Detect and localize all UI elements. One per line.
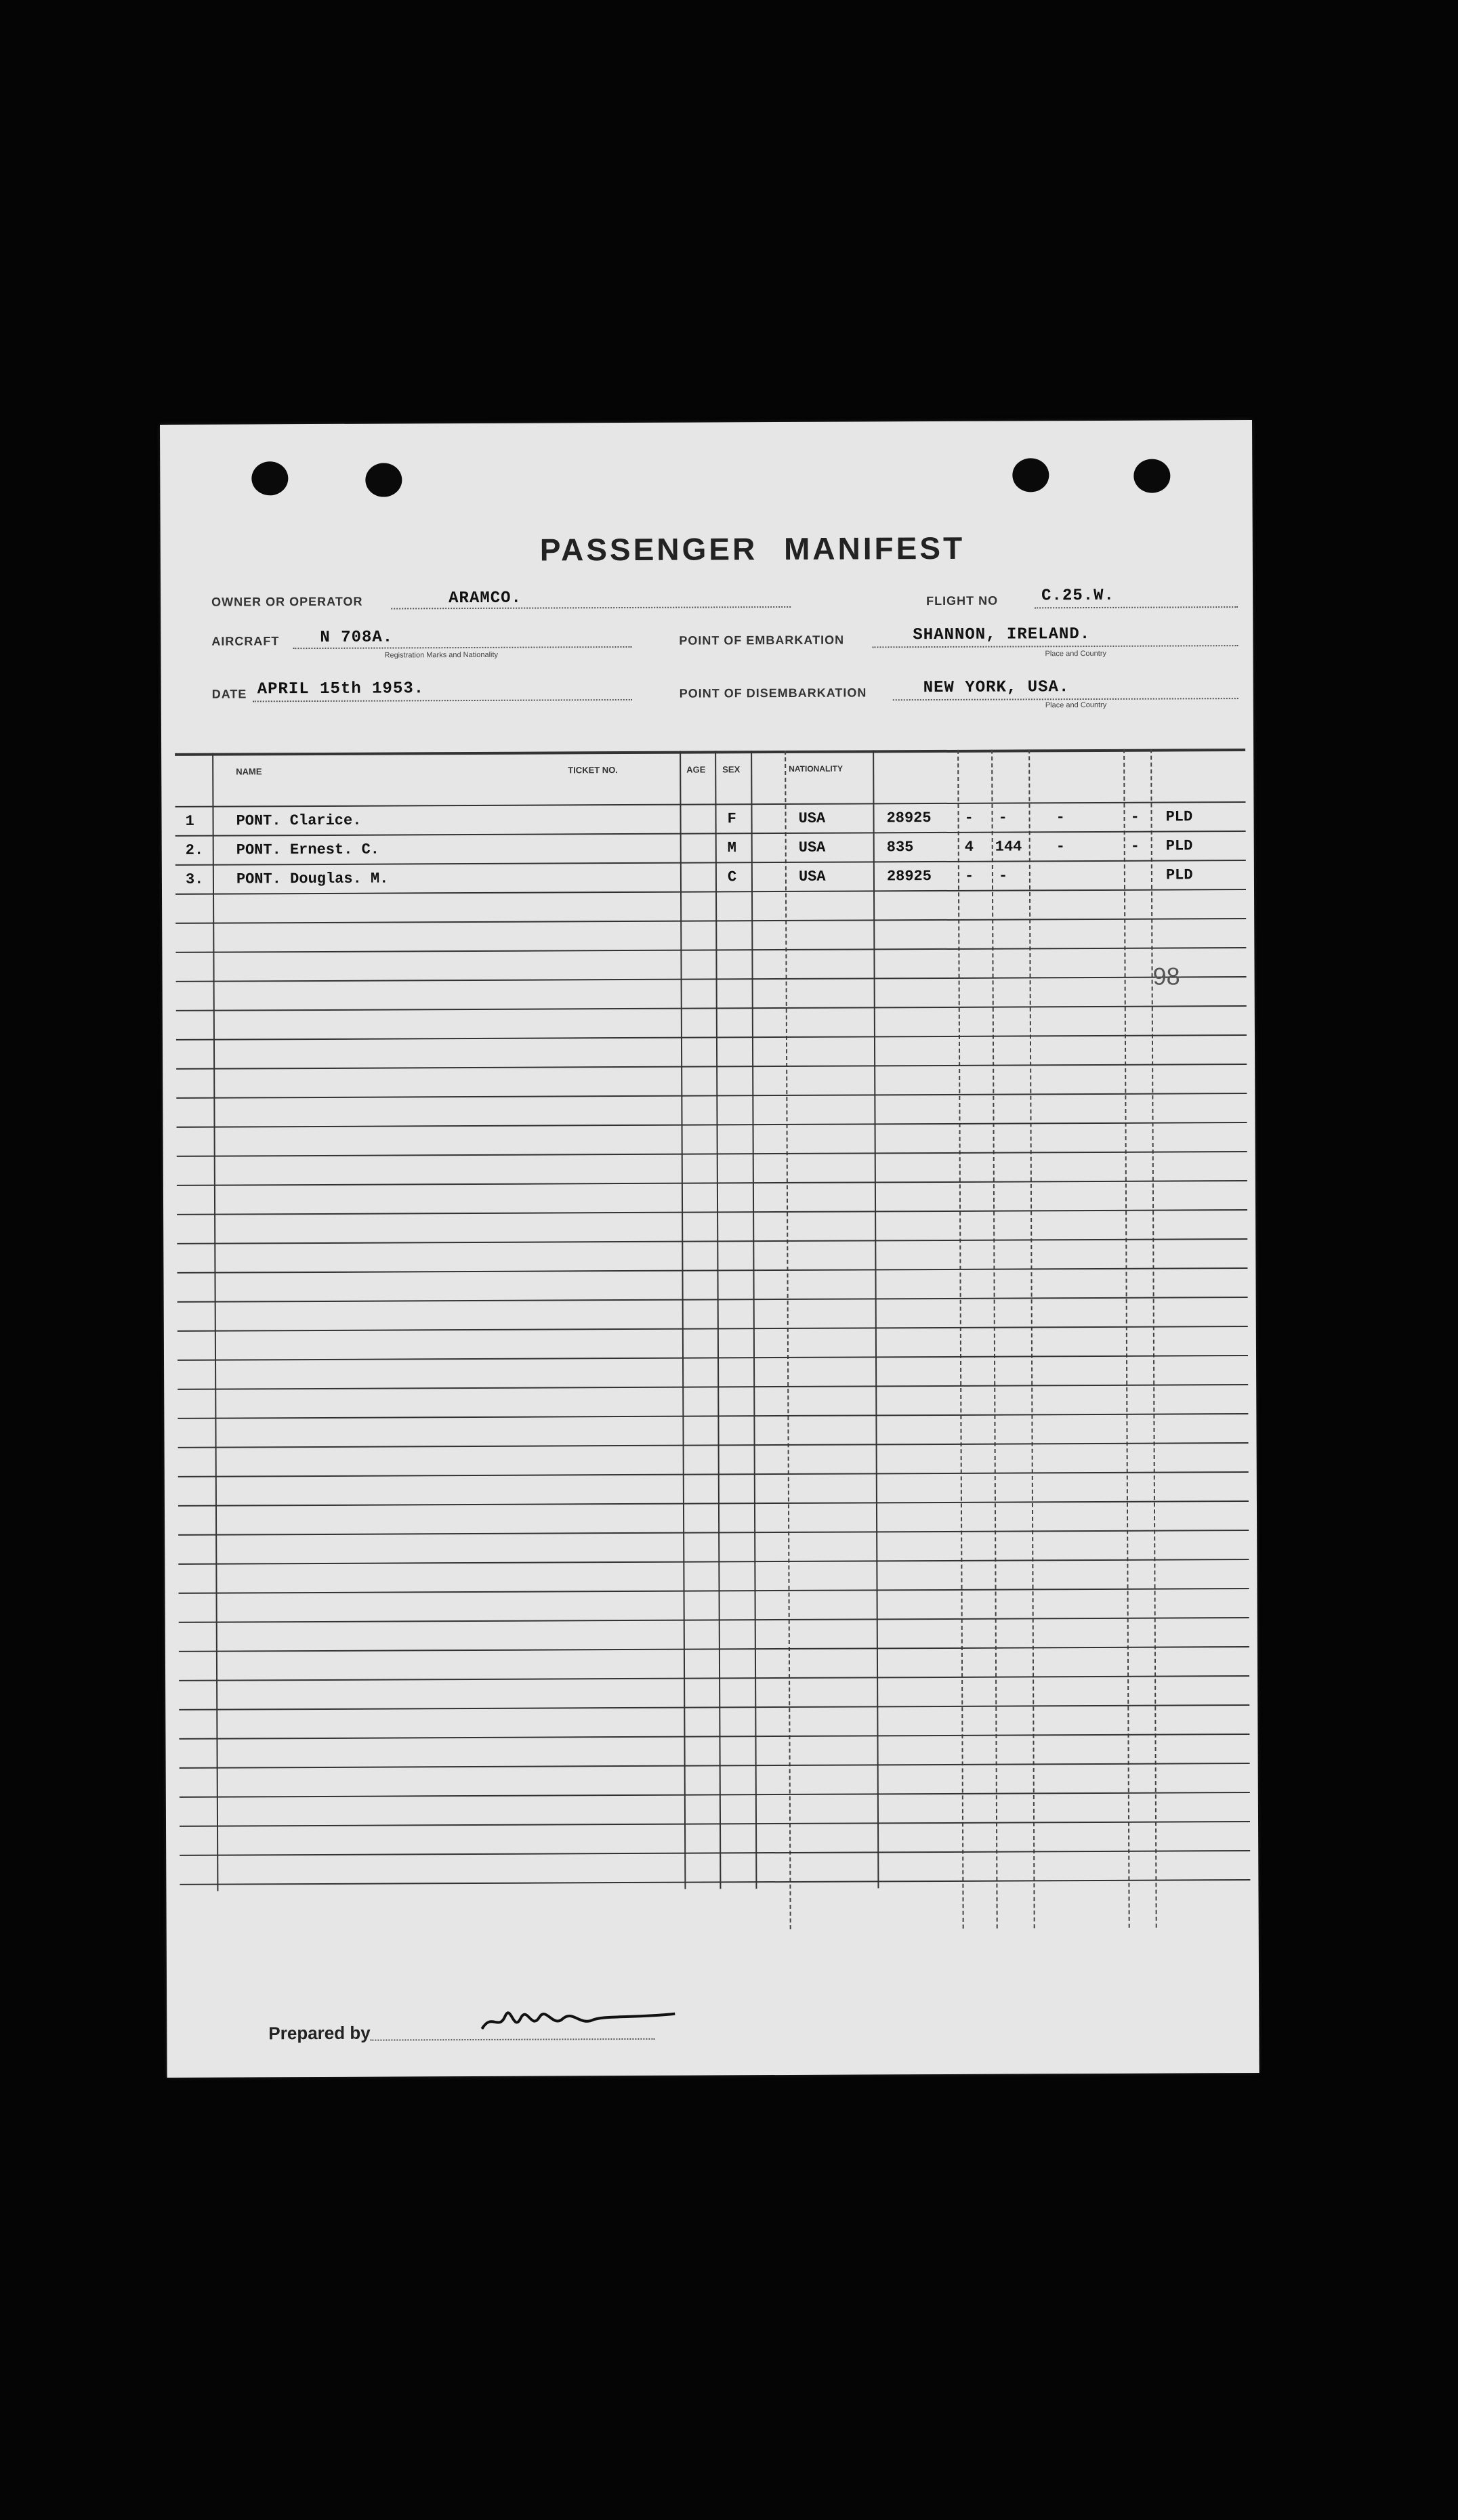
baggage-weight: - — [998, 867, 1008, 885]
col-divider — [957, 750, 964, 1929]
baggage-weight: 144 — [995, 838, 1022, 856]
row-number: 2. — [185, 841, 204, 859]
manifest-sheet — [160, 420, 1259, 2078]
col-divider — [1123, 749, 1130, 1928]
row-rule — [179, 1646, 1249, 1652]
punch-hole — [251, 461, 288, 495]
row-number: 3. — [185, 870, 204, 888]
row-rule — [178, 1355, 1248, 1361]
col-divider — [1028, 749, 1035, 1928]
excess-b: - — [1130, 837, 1140, 855]
embark-value: SHANNON, IRELAND. — [913, 625, 1091, 645]
row-rule — [178, 1413, 1248, 1419]
passenger-sex: C — [727, 868, 737, 886]
row-rule — [179, 1734, 1249, 1740]
row-rule — [176, 1093, 1247, 1099]
margin-note: 98 — [1152, 962, 1180, 990]
row-rule — [178, 1559, 1249, 1565]
passenger-name: PONT. Douglas. M. — [236, 870, 389, 888]
passenger-nationality: USA — [798, 868, 826, 885]
excess-b: - — [1130, 808, 1140, 826]
aircraft-label: AIRCRAFT — [211, 634, 280, 648]
row-rule — [175, 918, 1246, 924]
destination: PLD — [1165, 866, 1193, 884]
passenger-sex: M — [727, 839, 736, 857]
aircraft-sublabel: Registration Marks and Nationality — [384, 650, 499, 660]
passenger-name: PONT. Clarice. — [236, 812, 362, 830]
flight-value: C.25.W. — [1041, 586, 1115, 606]
passenger-table — [175, 749, 1250, 1891]
row-rule — [178, 1326, 1248, 1332]
excess-a: - — [1056, 838, 1065, 856]
punch-hole — [365, 463, 402, 497]
disembark-sublabel: Place and Country — [1045, 700, 1107, 710]
row-rule — [175, 860, 1246, 866]
row-rule — [178, 1297, 1248, 1303]
row-rule — [178, 1471, 1249, 1477]
row-rule — [180, 1792, 1250, 1798]
row-rule — [180, 1821, 1250, 1827]
disembark-value: NEW YORK, USA. — [923, 678, 1070, 698]
passenger-name: PONT. Ernest. C. — [236, 841, 380, 859]
row-rule — [177, 1267, 1247, 1274]
header-age: AGE — [686, 764, 706, 775]
passenger-passport: 28925 — [886, 868, 932, 885]
header-ticket: TICKET NO. — [568, 765, 618, 776]
row-rule — [176, 1034, 1247, 1041]
page-title: PASSENGER MANIFEST — [539, 530, 965, 568]
flight-line — [1035, 606, 1238, 608]
baggage-count: - — [964, 809, 974, 826]
header-bottom-rule — [175, 801, 1245, 807]
row-rule — [175, 947, 1246, 953]
row-rule — [178, 1384, 1248, 1390]
destination: PLD — [1165, 808, 1193, 826]
excess-a: - — [1056, 809, 1065, 826]
destination: PLD — [1165, 837, 1193, 855]
header-nationality: NATIONALITY — [789, 763, 843, 774]
row-rule — [179, 1588, 1249, 1594]
passenger-nationality: USA — [798, 810, 826, 827]
row-rule — [177, 1122, 1247, 1128]
owner-label: OWNER OR OPERATOR — [211, 594, 363, 609]
row-rule — [177, 1238, 1247, 1244]
date-line — [253, 699, 632, 702]
passenger-sex: F — [727, 810, 736, 828]
row-rule — [176, 1005, 1247, 1011]
row-rule — [179, 1704, 1249, 1710]
aircraft-value: N 708A. — [320, 628, 394, 647]
row-rule — [179, 1617, 1249, 1623]
row-rule — [177, 1180, 1247, 1186]
row-number: 1 — [185, 812, 194, 830]
passenger-passport: 28925 — [886, 810, 932, 827]
row-rule — [178, 1500, 1249, 1507]
header-name: NAME — [236, 766, 262, 777]
prepared-by-label: Prepared by — [268, 2022, 371, 2044]
col-divider — [1150, 749, 1157, 1928]
baggage-count: - — [964, 867, 974, 885]
disembark-line — [893, 698, 1238, 700]
row-rule — [180, 1763, 1250, 1769]
baggage-weight: - — [998, 809, 1007, 826]
table-top-rule — [175, 749, 1245, 756]
owner-value: ARAMCO. — [449, 589, 522, 608]
date-label: DATE — [211, 687, 247, 701]
row-rule — [178, 1530, 1249, 1536]
row-rule — [177, 1209, 1247, 1215]
flight-label: FLIGHT NO — [926, 593, 999, 608]
punch-hole — [1133, 459, 1170, 492]
embark-sublabel: Place and Country — [1045, 649, 1107, 658]
row-rule — [180, 1879, 1250, 1885]
header-sex: SEX — [722, 764, 741, 775]
row-rule — [175, 831, 1246, 837]
punch-hole — [1012, 458, 1049, 492]
row-rule — [177, 1151, 1247, 1157]
row-rule — [176, 1064, 1247, 1070]
passenger-passport: 835 — [886, 839, 914, 856]
embark-line — [872, 645, 1238, 648]
row-rule — [175, 889, 1246, 895]
col-divider — [785, 751, 791, 1929]
col-divider — [991, 750, 998, 1929]
baggage-count: 4 — [964, 838, 974, 856]
date-value: APRIL 15th 1953. — [257, 679, 425, 699]
embark-label: POINT OF EMBARKATION — [679, 633, 845, 648]
row-rule — [179, 1675, 1249, 1681]
signature — [478, 1998, 682, 2039]
row-rule — [178, 1442, 1249, 1448]
passenger-nationality: USA — [798, 839, 826, 856]
row-rule — [176, 976, 1247, 982]
row-rule — [180, 1850, 1250, 1856]
disembark-label: POINT OF DISEMBARKATION — [679, 686, 867, 700]
